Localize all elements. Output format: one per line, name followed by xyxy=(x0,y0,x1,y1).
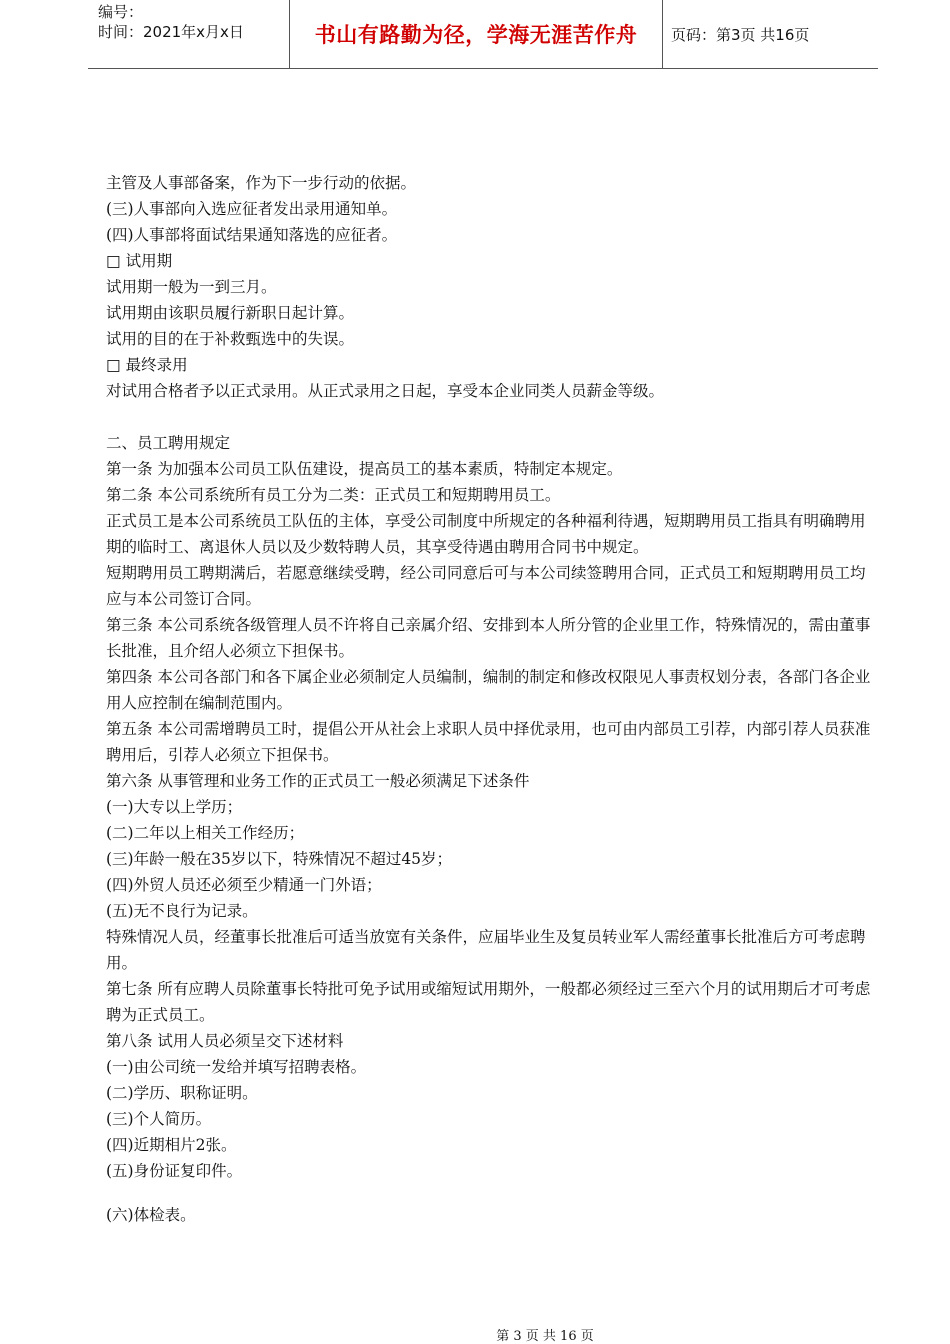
paragraph: 第八条 试用人员必须呈交下述材料 xyxy=(106,1032,344,1050)
paragraph: 试用期由该职员履行新职日起计算。 xyxy=(106,304,355,322)
paragraph: 短期聘用员工聘期满后，若愿意继续受聘，经公司同意后可与本公司续签聘用合同，正式员工和短期聘用员工均应与本公司签订合同。 xyxy=(106,564,866,608)
paragraph: 主管及人事部备案，作为下一步行动的依据。 xyxy=(106,174,417,192)
paragraph: 特殊情况人员，经董事长批准后可适当放宽有关条件，应届毕业生及复员转业军人需经董事长批准后方可考虑聘用。 xyxy=(106,928,866,972)
paragraph: 试用期一般为一到三月。 xyxy=(106,278,277,296)
list-item: (六)体检表。 xyxy=(106,1206,196,1224)
list-item: (三)个人简历。 xyxy=(106,1110,212,1128)
document-date: 时间：2021年x月x日 xyxy=(98,23,244,41)
paragraph: (三)人事部向入选应征者发出录用通知单。 xyxy=(106,200,398,218)
section-heading-final-hire: □ 最终录用 xyxy=(106,356,188,374)
paragraph: 第七条 所有应聘人员除董事长特批可免予试用或缩短试用期外，一般都必须经过三至六个月的试用期后才可考虑聘为正式员工。 xyxy=(106,980,871,1024)
section-heading-employment-rules: 二、员工聘用规定 xyxy=(106,434,231,452)
page-header xyxy=(88,0,878,69)
paragraph: 对试用合格者予以正式录用。从正式录用之日起，享受本企业同类人员薪金等级。 xyxy=(106,382,665,400)
paragraph: 第一条 为加强本公司员工队伍建设，提高员工的基本素质，特制定本规定。 xyxy=(106,460,623,478)
paragraph: 第五条 本公司需增聘员工时，提倡公开从社会上求职人员中择优录用，也可由内部员工引荐，内部引荐人员获准聘用后，引荐人必须立下担保书。 xyxy=(106,720,871,764)
list-item: (一)由公司统一发给并填写招聘表格。 xyxy=(106,1058,367,1076)
header-motto: 书山有路勤为径，学海无涯苦作舟 xyxy=(290,0,663,68)
header-page-info: 页码：第3页 共16页 xyxy=(671,25,810,44)
list-item: (二)学历、职称证明。 xyxy=(106,1084,258,1102)
list-item: (五)身份证复印件。 xyxy=(106,1162,243,1180)
header-meta xyxy=(88,0,290,68)
paragraph: (四)人事部将面试结果通知落选的应征者。 xyxy=(106,226,398,244)
footer-page-number: 第 3 页 共 16 页 xyxy=(496,1329,594,1344)
section-heading-probation: □ 试用期 xyxy=(106,252,173,270)
list-item: (四)外贸人员还必须至少精通一门外语； xyxy=(106,876,382,894)
list-item: (二)二年以上相关工作经历； xyxy=(106,824,305,842)
paragraph: 试用的目的在于补救甄选中的失误。 xyxy=(106,330,355,348)
paragraph: 第四条 本公司各部门和各下属企业必须制定人员编制，编制的制定和修改权限见人事责权划分表，各部门各企业用人应控制在编制范围内。 xyxy=(106,668,871,712)
paragraph: 第三条 本公司系统各级管理人员不许将自己亲属介绍、安排到本人所分管的企业里工作，特殊情况的，需由董事长批准，且介绍人必须立下担保书。 xyxy=(106,616,871,660)
list-item: (五)无不良行为记录。 xyxy=(106,902,258,920)
document-body xyxy=(106,170,874,1228)
paragraph: 第二条 本公司系统所有员工分为二类：正式员工和短期聘用员工。 xyxy=(106,486,561,504)
list-item: (四)近期相片2张。 xyxy=(106,1136,237,1154)
document-number-label: 编号： xyxy=(98,3,144,21)
page-footer xyxy=(0,1325,950,1344)
paragraph: 正式员工是本公司系统员工队伍的主体，享受公司制度中所规定的各种福利待遇，短期聘用员工指具有明确聘用期的临时工、离退休人员以及少数特聘人员，其享受待遇由聘用合同书中规定。 xyxy=(106,512,866,556)
list-item: (一)大专以上学历； xyxy=(106,798,243,816)
paragraph: 第六条 从事管理和业务工作的正式员工一般必须满足下述条件 xyxy=(106,772,530,790)
spacer xyxy=(106,404,874,430)
spacer xyxy=(106,1184,874,1202)
list-item: (三)年龄一般在35岁以下，特殊情况不超过45岁； xyxy=(106,850,453,868)
